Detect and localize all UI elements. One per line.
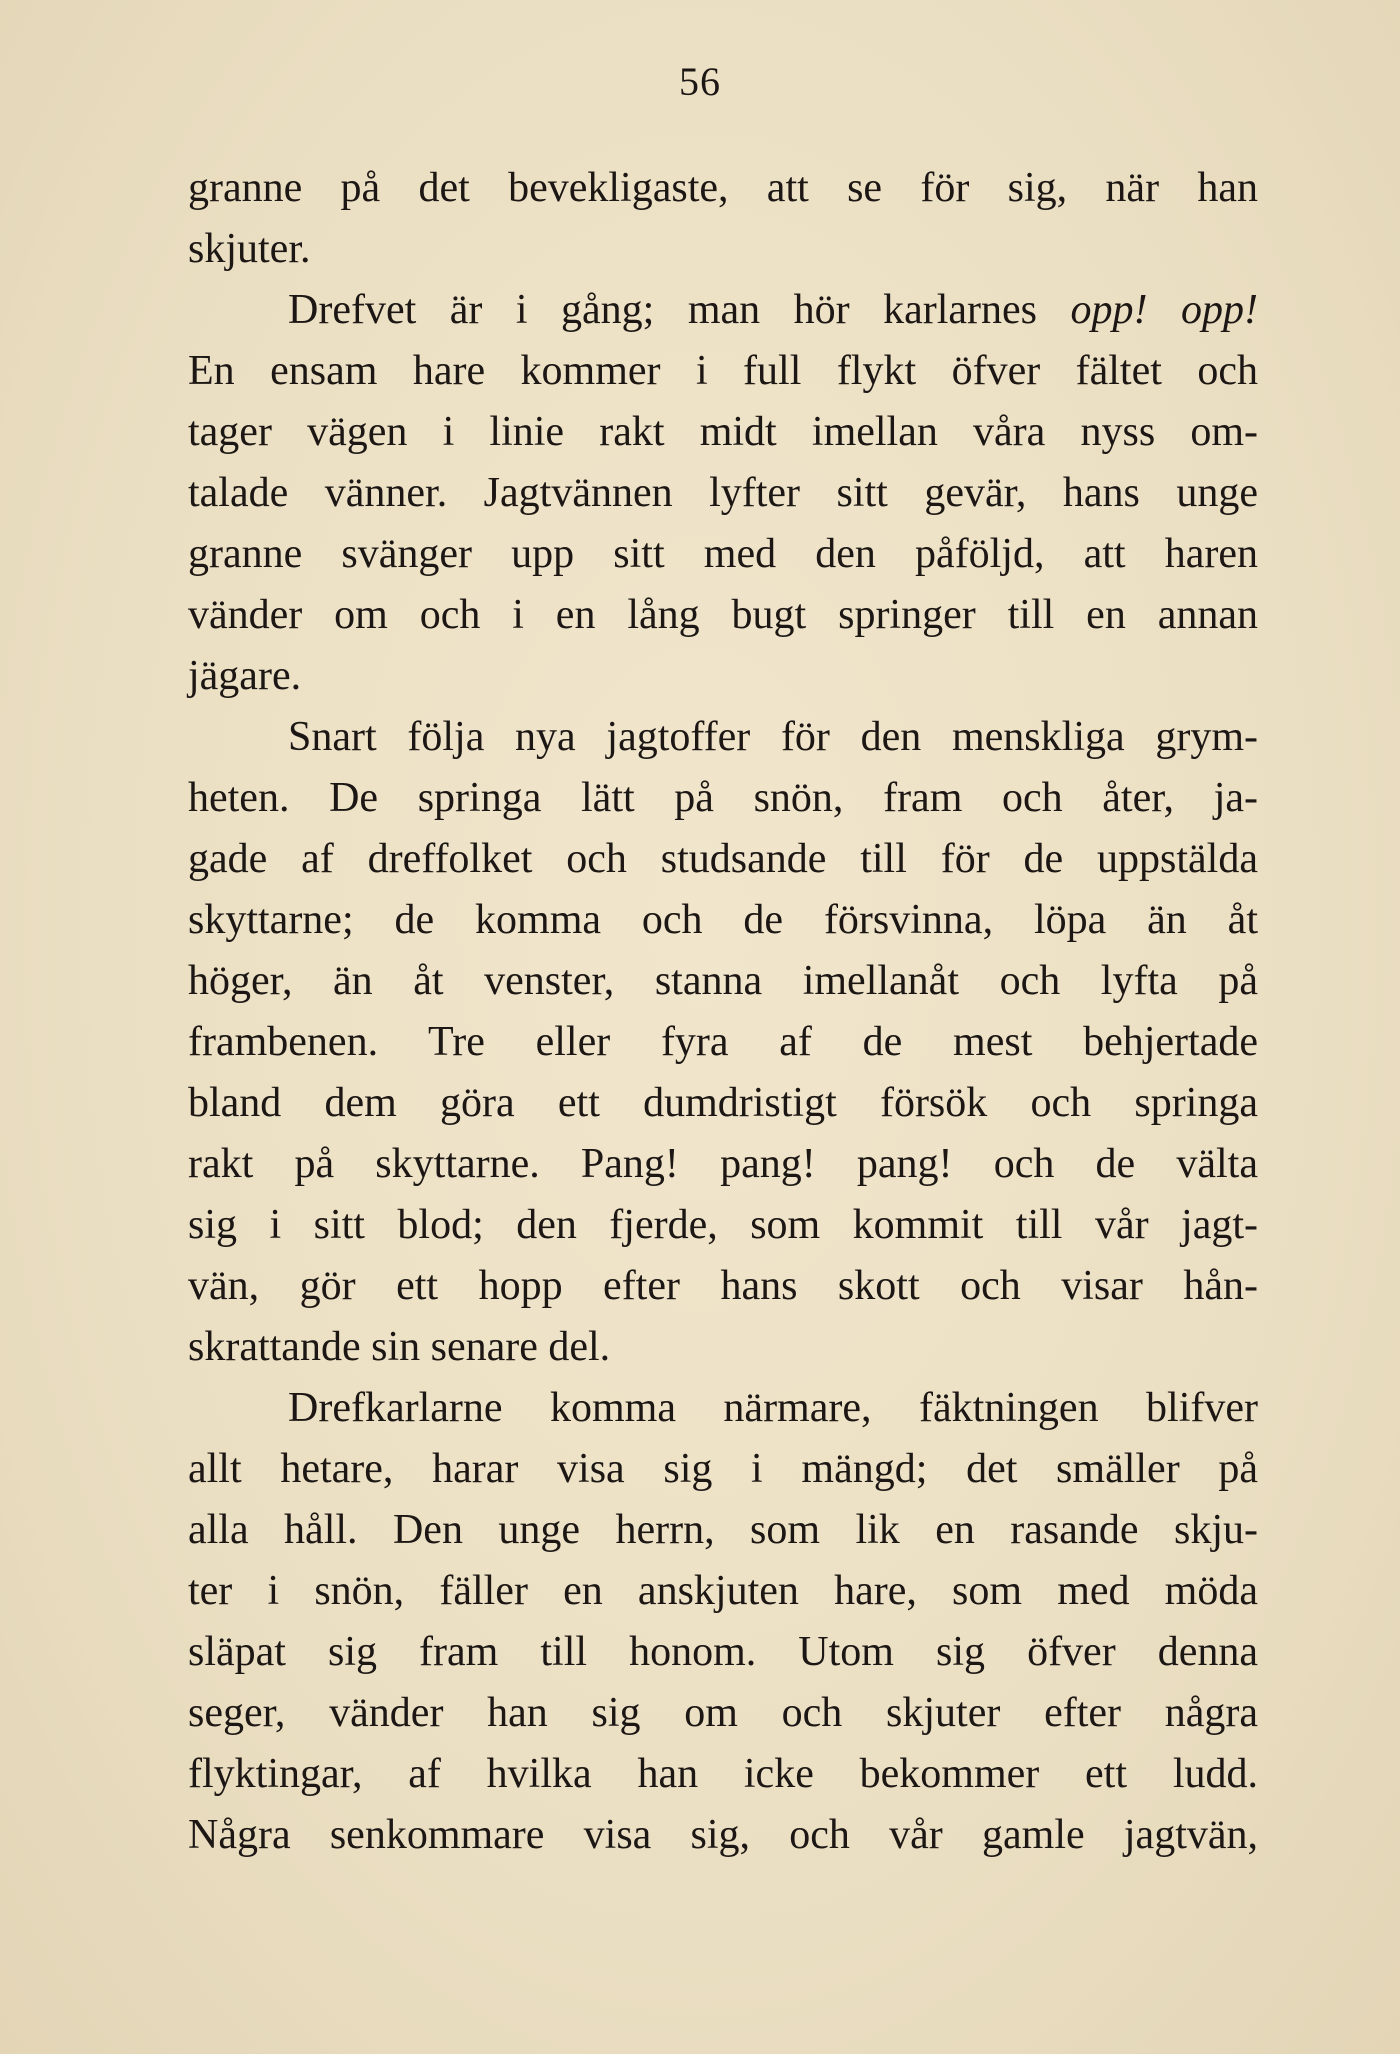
text-line-content: skrattande sin senare del. xyxy=(188,1324,611,1370)
text-line-content: tager vägen i linie rakt midt imellan våra nyss om- xyxy=(188,409,1258,455)
text-line-content: Drefkarlarne komma närmare, fäktningen blifver xyxy=(288,1385,1258,1431)
page-number: 56 xyxy=(679,59,721,104)
text-line xyxy=(188,585,1258,646)
text-line xyxy=(188,402,1258,463)
text-line xyxy=(188,1683,1258,1744)
text-line xyxy=(188,829,1258,890)
text-line-content: seger, vänder han sig om och skjuter efter några xyxy=(188,1690,1258,1736)
text-line-content: Snart följa nya jagtoffer för den menskliga grym- xyxy=(288,714,1258,760)
text-line-content: Några senkommare visa sig, och vår gamle jagtvän, xyxy=(188,1812,1258,1858)
text-line-content: släpat sig fram till honom. Utom sig öfver denna xyxy=(188,1629,1258,1675)
text-line xyxy=(188,158,1258,219)
text-line xyxy=(188,280,1258,341)
text-line xyxy=(188,1439,1258,1500)
body-text xyxy=(188,158,1258,1866)
text-line-content: skyttarne; de komma och de försvinna, löpa än åt xyxy=(188,897,1258,943)
text-line-content: flyktingar, af hvilka han icke bekommer ett ludd. xyxy=(188,1751,1258,1797)
text-line-content: granne på det bevekligaste, att se för sig, när han xyxy=(188,165,1258,211)
text-line xyxy=(188,1622,1258,1683)
text-line-content: En ensam hare kommer i full flykt öfver fältet och xyxy=(188,348,1258,394)
text-line xyxy=(188,341,1258,402)
text-line xyxy=(188,524,1258,585)
text-line-content: vän, gör ett hopp efter hans skott och visar hån- xyxy=(188,1263,1258,1309)
text-line-content: jägare. xyxy=(188,653,302,699)
text-line xyxy=(188,219,1258,280)
text-line-content: Drefvet är i gång; man hör karlarnes xyxy=(288,287,1071,333)
text-line-content: bland dem göra ett dumdristigt försök och springa xyxy=(188,1080,1258,1126)
text-line-content: alla håll. Den unge herrn, som lik en rasande skju- xyxy=(188,1507,1258,1553)
text-line-content: heten. De springa lätt på snön, fram och åter, ja- xyxy=(188,775,1258,821)
text-line-content: skjuter. xyxy=(188,226,311,272)
text-line-content: allt hetare, harar visa sig i mängd; det smäller på xyxy=(188,1446,1258,1492)
text-line-content: ter i snön, fäller en anskjuten hare, som med möda xyxy=(188,1568,1258,1614)
text-line xyxy=(188,768,1258,829)
text-line xyxy=(188,1561,1258,1622)
text-line-content: höger, än åt venster, stanna imellanåt och lyfta på xyxy=(188,958,1258,1004)
italic-phrase: opp! opp! xyxy=(1070,287,1258,333)
text-line xyxy=(188,1378,1258,1439)
text-line-content: talade vänner. Jagtvännen lyfter sitt gevär, hans unge xyxy=(188,470,1258,516)
text-line xyxy=(188,951,1258,1012)
text-line xyxy=(188,1012,1258,1073)
text-line xyxy=(188,1805,1258,1866)
text-line xyxy=(188,1744,1258,1805)
text-line xyxy=(188,890,1258,951)
text-line-content: rakt på skyttarne. Pang! pang! pang! och de välta xyxy=(188,1141,1258,1187)
text-line xyxy=(188,1134,1258,1195)
text-line xyxy=(188,646,1258,707)
text-line-content: granne svänger upp sitt med den påföljd, att haren xyxy=(188,531,1258,577)
text-line xyxy=(188,1195,1258,1256)
text-line xyxy=(188,1073,1258,1134)
text-line xyxy=(188,1500,1258,1561)
text-line-content: frambenen. Tre eller fyra af de mest behjertade xyxy=(188,1019,1258,1065)
text-line xyxy=(188,707,1258,768)
text-line-content: sig i sitt blod; den fjerde, som kommit till vår jagt- xyxy=(188,1202,1258,1248)
text-line-content: gade af dreffolket och studsande till för de uppstälda xyxy=(188,836,1258,882)
text-line xyxy=(188,463,1258,524)
text-line xyxy=(188,1256,1258,1317)
text-line-content: vänder om och i en lång bugt springer till en annan xyxy=(188,592,1258,638)
text-line xyxy=(188,1317,1258,1378)
